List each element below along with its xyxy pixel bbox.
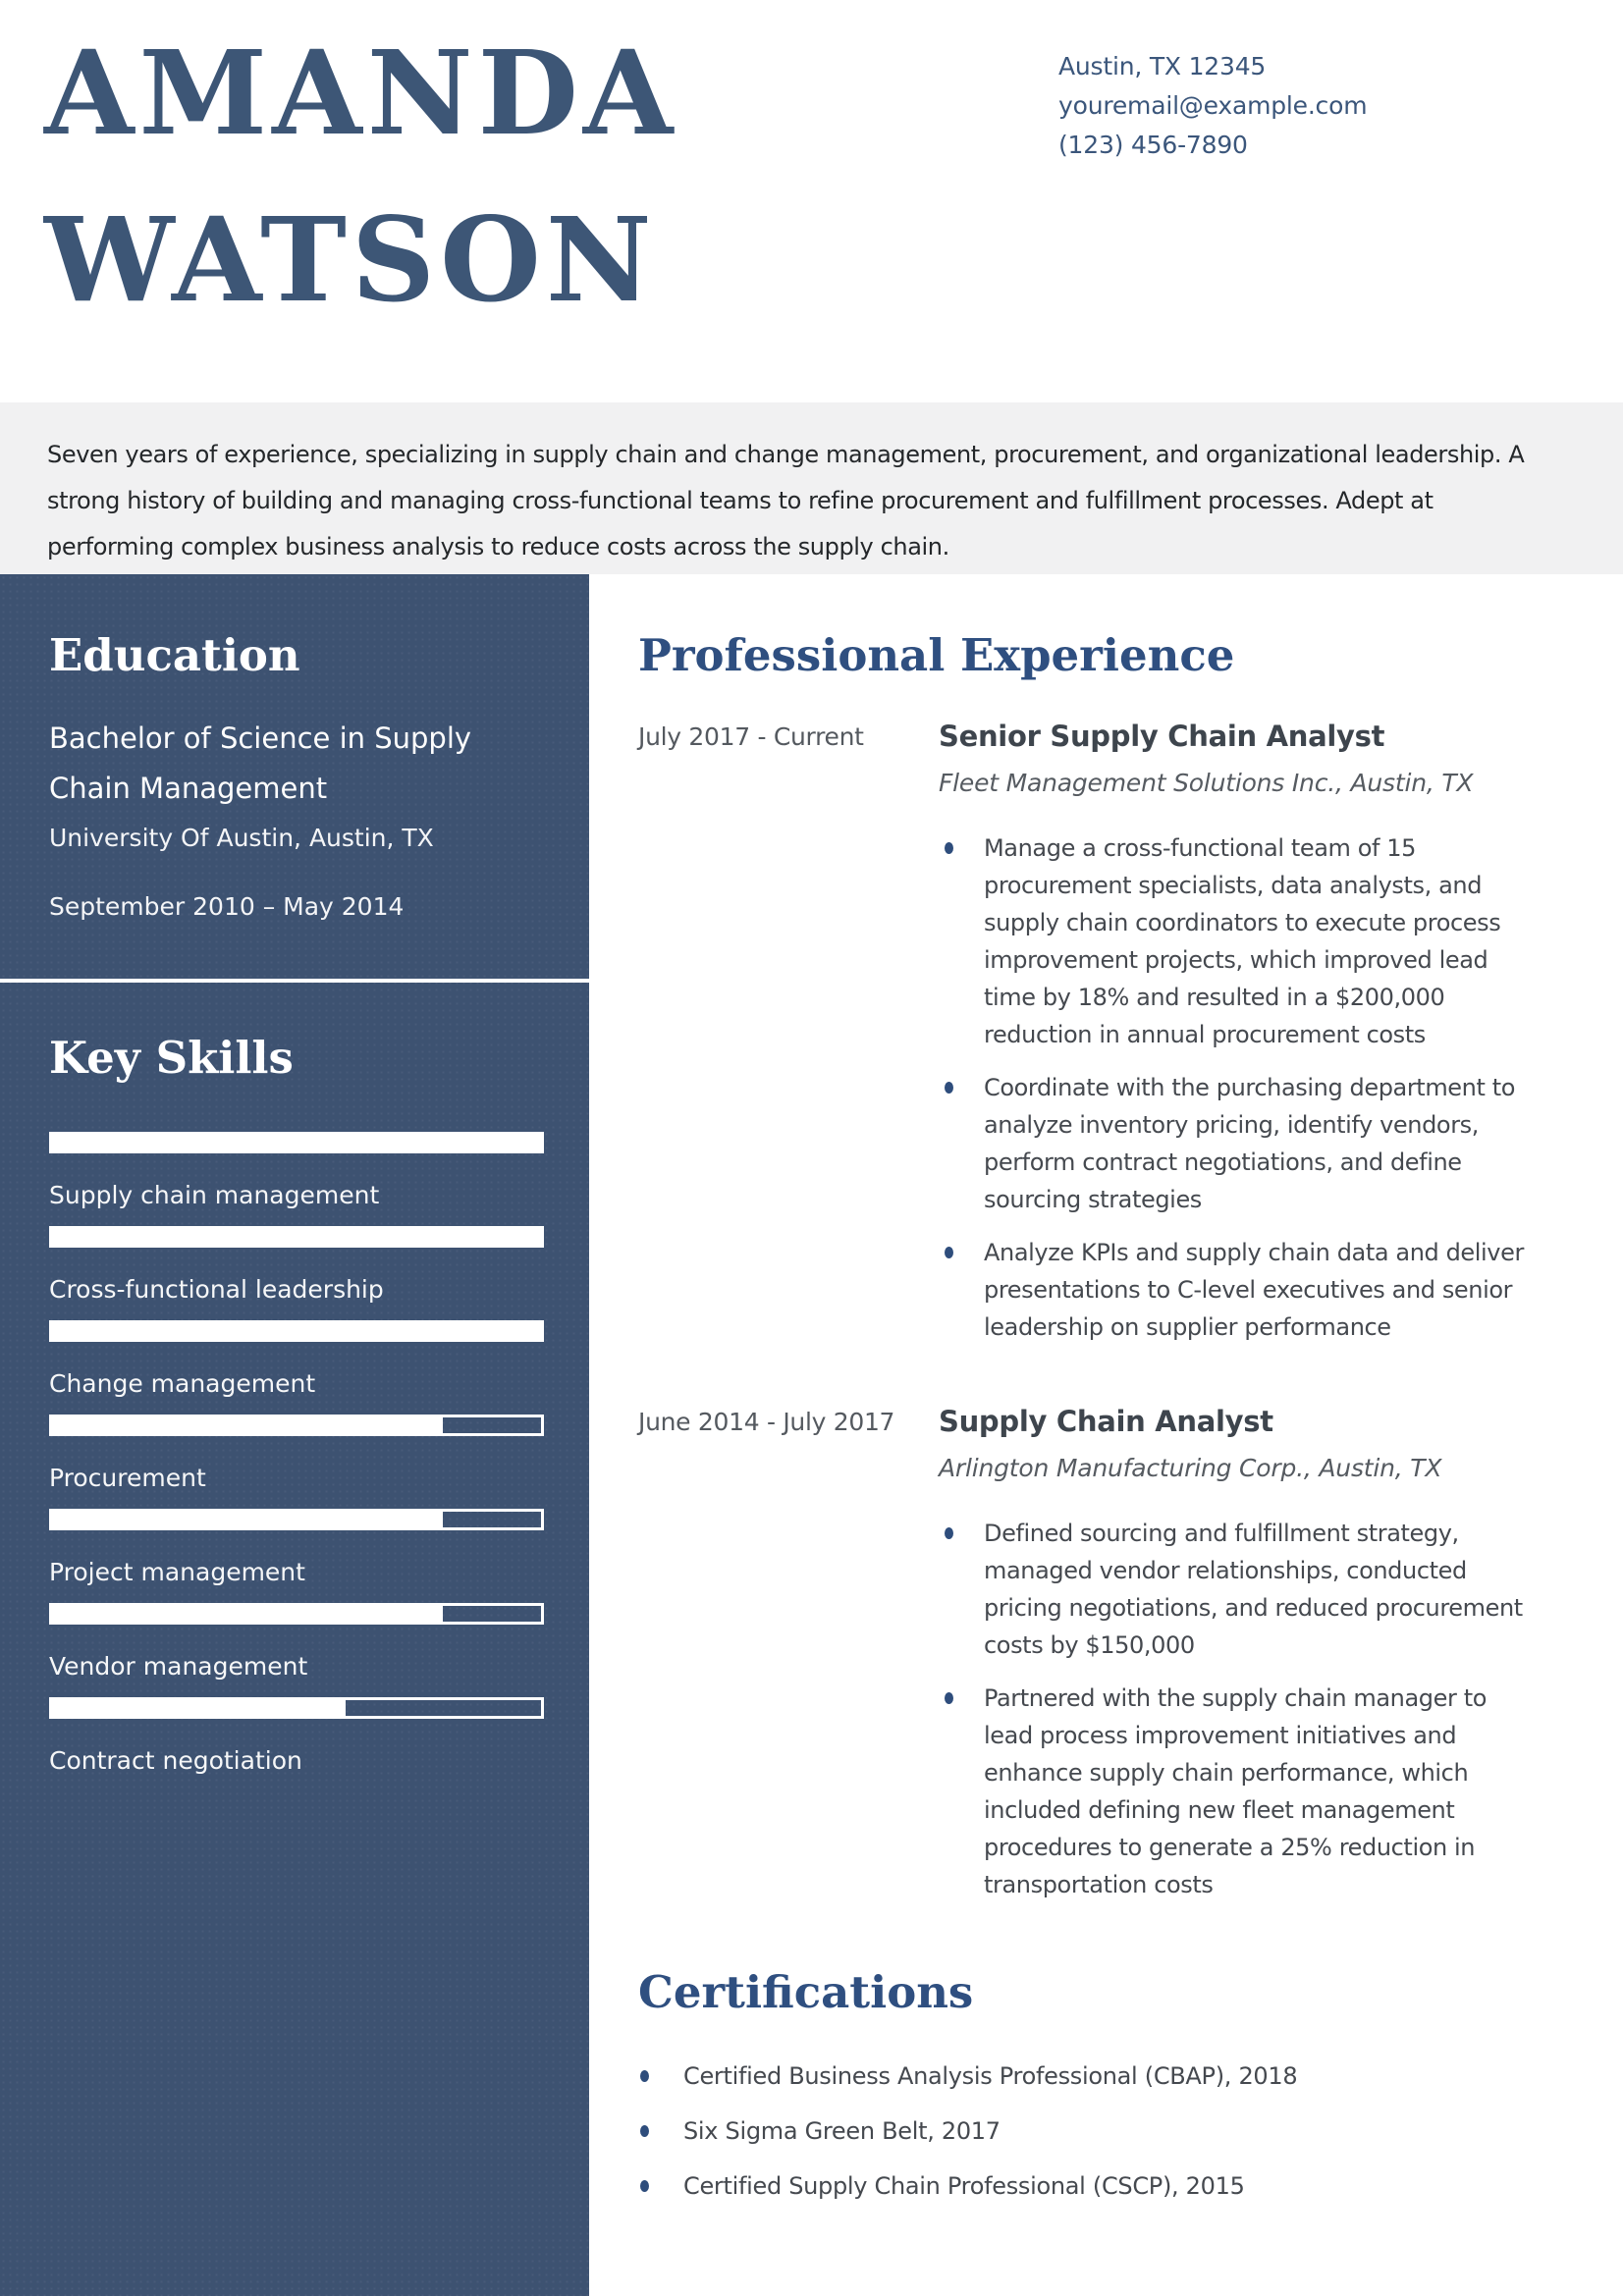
certification-item: Certified Supply Chain Professional (CSCP), 2015	[638, 2168, 1540, 2205]
job-bullet: Defined sourcing and fulfillment strategy, managed vendor relationships, conducted pricing negotiations, and reduced procurement costs by $150,000	[939, 1515, 1540, 1664]
skill-label: Vendor management	[49, 1652, 308, 1681]
skill-bar-fill	[52, 1700, 346, 1716]
header	[0, 0, 1623, 402]
contact-block	[1058, 47, 1367, 165]
skill-bar-fill	[52, 1417, 443, 1433]
job-bullet-list	[939, 1515, 1540, 1903]
sidebar-divider	[0, 979, 589, 983]
job-dates: June 2014 - July 2017	[638, 1408, 895, 1436]
contact-email: youremail@example.com	[1058, 91, 1368, 120]
skill-label: Procurement	[49, 1464, 206, 1492]
skill-label: Contract negotiation	[49, 1746, 302, 1775]
skill-bar-fill	[52, 1323, 541, 1339]
sidebar	[0, 574, 589, 2296]
job-entry	[638, 716, 1540, 1362]
job-dates: July 2017 - Current	[638, 722, 864, 751]
skill-bar	[49, 1320, 544, 1342]
summary-band	[0, 402, 1623, 574]
skill-bar-fill	[52, 1606, 443, 1622]
education-heading: Education	[49, 629, 300, 681]
content-columns	[0, 574, 1623, 2296]
job-title: Supply Chain Analyst	[939, 1405, 1273, 1438]
job-company: Arlington Manufacturing Corp., Austin, TX	[939, 1454, 1442, 1482]
job-body	[939, 1401, 1540, 1919]
skill-item	[49, 1132, 544, 1212]
skill-item	[49, 1320, 544, 1401]
skill-item	[49, 1226, 544, 1307]
certifications-list	[638, 2058, 1540, 2205]
skill-bar	[49, 1415, 544, 1436]
skill-item	[49, 1697, 544, 1778]
education-section	[49, 625, 544, 926]
job-bullet: Coordinate with the purchasing department to analyze inventory pricing, identify vendors, perform contract negotiations, and define sourcing strategies	[939, 1069, 1540, 1218]
skill-bar-fill	[52, 1229, 541, 1245]
skills-heading: Key Skills	[49, 1032, 294, 1084]
skills-section	[49, 1028, 544, 1778]
skill-label: Project management	[49, 1558, 305, 1586]
skill-bar	[49, 1697, 544, 1719]
skill-bar-fill	[52, 1135, 541, 1150]
skill-bar	[49, 1509, 544, 1530]
contact-phone: (123) 456-7890	[1058, 131, 1248, 159]
skill-bar	[49, 1226, 544, 1248]
job-entry	[638, 1401, 1540, 1919]
job-company: Fleet Management Solutions Inc., Austin, TX	[939, 769, 1474, 797]
job-body	[939, 716, 1540, 1362]
main-column	[589, 574, 1623, 2296]
summary-text: Seven years of experience, specializing in supply chain and change management, procurement, and organizational leadership. A strong history of building and managing cross-functional teams to refine procurement and fulfillment processes. Adept at performing complex business analysis to reduce costs across the supply chain.	[47, 441, 1525, 561]
skill-bar-fill	[52, 1512, 443, 1527]
job-bullet: Manage a cross-functional team of 15 procurement specialists, data analysts, and supply chain coordinators to execute process improvement projects, which improved lead time by 18% and resulted in a $200,000 reduction in annual procurement costs	[939, 829, 1540, 1053]
skill-bar	[49, 1132, 544, 1153]
skill-bar	[49, 1603, 544, 1625]
skill-item	[49, 1509, 544, 1589]
education-dates: September 2010 – May 2014	[49, 892, 405, 921]
skill-item	[49, 1603, 544, 1683]
job-bullet: Partnered with the supply chain manager to lead process improvement initiatives and enhance supply chain performance, which included defining new fleet management procedures to generate a 25% reduction in transportation costs	[939, 1680, 1540, 1903]
experience-heading: Professional Experience	[638, 629, 1235, 681]
contact-location: Austin, TX 12345	[1058, 52, 1267, 80]
name-line-1: AMANDA	[44, 25, 678, 161]
job-title: Senior Supply Chain Analyst	[939, 720, 1385, 753]
skill-label: Supply chain management	[49, 1181, 380, 1209]
person-name	[44, 10, 677, 344]
name-line-2: WATSON	[44, 191, 657, 328]
education-school: University Of Austin, Austin, TX	[49, 824, 434, 852]
skill-label: Cross-functional leadership	[49, 1275, 384, 1304]
skill-label: Change management	[49, 1369, 316, 1398]
certification-item: Six Sigma Green Belt, 2017	[638, 2113, 1540, 2150]
education-degree: Bachelor of Science in Supply Chain Management	[49, 721, 472, 805]
certification-item: Certified Business Analysis Professional (CBAP), 2018	[638, 2058, 1540, 2095]
skill-item	[49, 1415, 544, 1495]
job-bullet-list	[939, 829, 1540, 1346]
certifications-heading: Certifications	[638, 1966, 974, 2018]
job-bullet: Analyze KPIs and supply chain data and deliver presentations to C-level executives and senior leadership on supplier performance	[939, 1234, 1540, 1346]
